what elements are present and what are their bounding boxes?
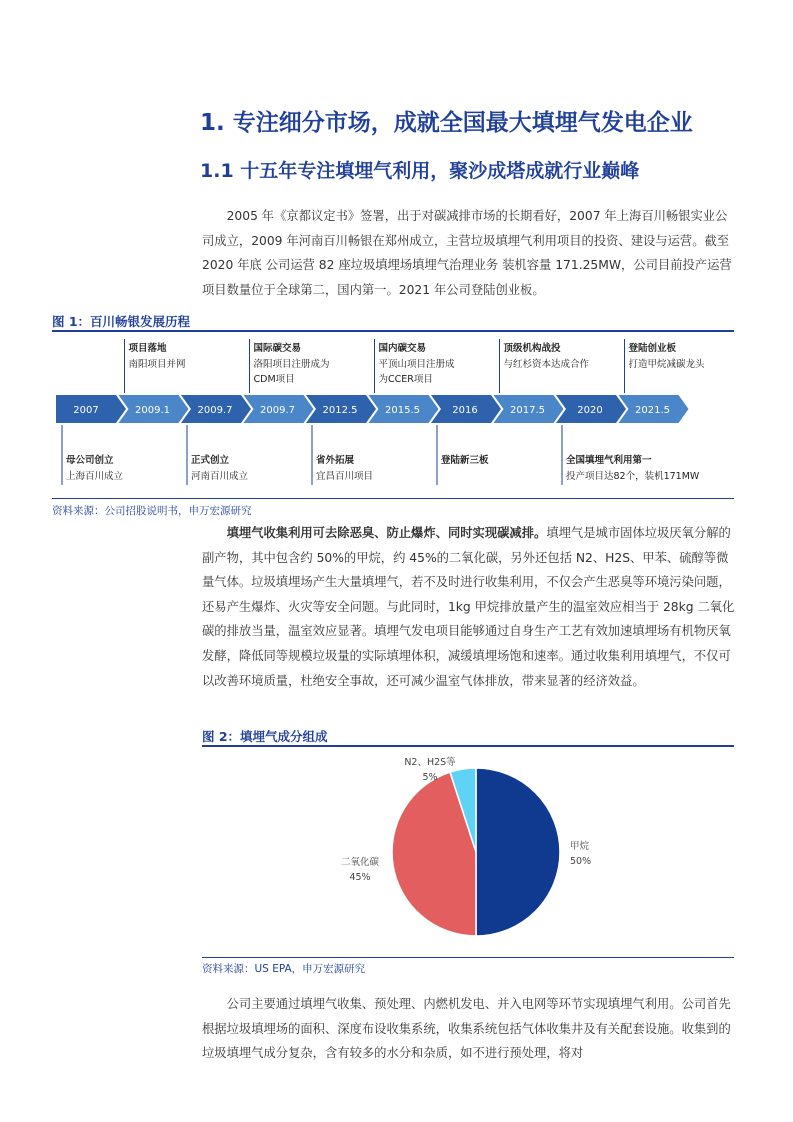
timeline-year: 2007 <box>73 405 99 416</box>
pie-value-label: 50% <box>570 856 592 867</box>
pie-value-label: 5% <box>422 772 438 783</box>
subsection-heading: 1.1 十五年专注填埋气利用，聚沙成塔成就行业巅峰 <box>200 160 640 182</box>
timeline-event-desc: 洛阳项目注册成为 <box>253 359 330 370</box>
timeline-event-title: 登陆创业板 <box>628 343 677 354</box>
intro-paragraph <box>202 204 737 302</box>
timeline-event-desc: 宜昌百川项目 <box>316 471 374 482</box>
figure2-bottom-rule <box>202 957 734 958</box>
paragraph-body: 填埋气是城市固体垃圾厌氧分解的副产物，其中包含约 50%的甲烷，约 45%的二氧化碳，另外还包括 N2、H2S、甲苯、硫醇等微量气体。垃圾填埋场产生大量填埋气，若不及时进行收集利用，不仅会产生恶臭等环境污染问题，还易产生爆炸、火灾等安全问题。与此同时，1kg 甲烷排放量产生的温室效应相当于 28kg 二氧化碳的排放当量，温室效应显著。填埋气发电项目能够通过自身生产工艺有效加速填埋场有机物厌氧发酵，降低同等规模垃圾量的实际填埋体积，减缓填埋场饱和速率。通过收集利用填埋气，不仅可以改善环境质量，杜绝安全事故，还可减少温室气体排放，带来显著的经济效益。 <box>202 526 735 688</box>
pie-label: 二氧化碳 <box>340 857 380 868</box>
timeline-event-desc: 南阳项目并网 <box>128 359 186 370</box>
landfill-gas-paragraph <box>202 521 737 693</box>
pie-chart <box>202 748 734 954</box>
pie-slice <box>476 768 560 936</box>
timeline-year: 2012.5 <box>322 405 358 416</box>
timeline-event-title: 项目落地 <box>128 343 167 354</box>
timeline-year: 2016 <box>452 405 478 416</box>
process-paragraph <box>202 992 737 1066</box>
timeline-event-desc: 为CCER项目 <box>378 374 433 385</box>
timeline-year: 2021.5 <box>635 405 670 416</box>
timeline-event-desc: 上海百川成立 <box>66 471 124 482</box>
timeline-event-desc: 与红杉资本达成合作 <box>503 359 590 370</box>
timeline-event-title: 全国填埋气利用第一 <box>566 455 652 466</box>
timeline-event-title: 国内碳交易 <box>378 343 427 354</box>
pie-label: 甲烷 <box>570 841 590 852</box>
figure2-source: 资料来源：US EPA，申万宏源研究 <box>202 963 366 975</box>
timeline-event-title: 母公司创立 <box>66 455 114 466</box>
figure2-caption: 图 2：填埋气成分组成 <box>202 729 328 744</box>
timeline-event-desc: 河南百川成立 <box>191 471 249 482</box>
intro-paragraph-text: 2005 年《京都议定书》签署，出于对碳减排市场的长期看好，2007 年上海百川畅银实业公司成立，2009 年河南百川畅银在郑州成立，主营垃圾填埋气利用项目的投资、建设与运营。截至 2020 年底 公司运营 82 座垃圾填埋场填埋气治理业务 装机容量 171.25MW，公司目前投产运营项目数量位于全球第二，国内第一。2021 年公司登陆创业板。 <box>202 209 732 297</box>
timeline-event-desc: 平顶山项目注册成 <box>378 359 455 370</box>
timeline-event-title: 顶级机构战投 <box>503 343 561 354</box>
timeline-event-title: 国际碳交易 <box>253 343 302 354</box>
timeline-year: 2009.7 <box>260 405 295 416</box>
figure2-top-rule <box>202 745 734 747</box>
figure1-bottom-rule <box>52 498 734 499</box>
timeline-year: 2015.5 <box>385 405 420 416</box>
timeline-event-desc: 投产项目达82个，装机171MW <box>566 471 700 482</box>
pie-label: N2、H2S等 <box>404 757 456 768</box>
timeline-event-desc: 打造甲烷减碳龙头 <box>628 359 705 370</box>
figure1-top-rule <box>52 330 734 332</box>
timeline-event-desc: CDM项目 <box>253 374 295 385</box>
figure1-source: 资料来源：公司招股说明书，申万宏源研究 <box>52 505 252 517</box>
process-paragraph-text: 公司主要通过填埋气收集、预处理、内燃机发电、并入电网等环节实现填埋气利用。公司首先根据垃圾填埋场的面积、深度布设收集系统，收集系统包括气体收集井及有关配套设施。收集到的垃圾填埋气成分复杂，含有较多的水分和杂质，如不进行预处理，将对 <box>202 997 731 1061</box>
section-heading: 1. 专注细分市场，成就全国最大填埋气发电企业 <box>200 110 693 136</box>
timeline-event-title: 省外拓展 <box>316 455 355 466</box>
timeline-year: 2017.5 <box>510 405 545 416</box>
timeline-year: 2020 <box>577 405 603 416</box>
pie-value-label: 45% <box>349 872 371 883</box>
figure1-caption: 图 1：百川畅银发展历程 <box>52 314 191 329</box>
paragraph-lead-bold: 填埋气收集利用可去除恶臭、防止爆炸、同时实现碳减排。 <box>226 526 547 540</box>
timeline-year: 2009.7 <box>197 405 233 416</box>
timeline-year: 2009.1 <box>135 405 170 416</box>
timeline-chart <box>52 333 737 495</box>
timeline-event-title: 正式创立 <box>191 455 230 466</box>
timeline-event-title: 登陆新三板 <box>441 455 489 466</box>
